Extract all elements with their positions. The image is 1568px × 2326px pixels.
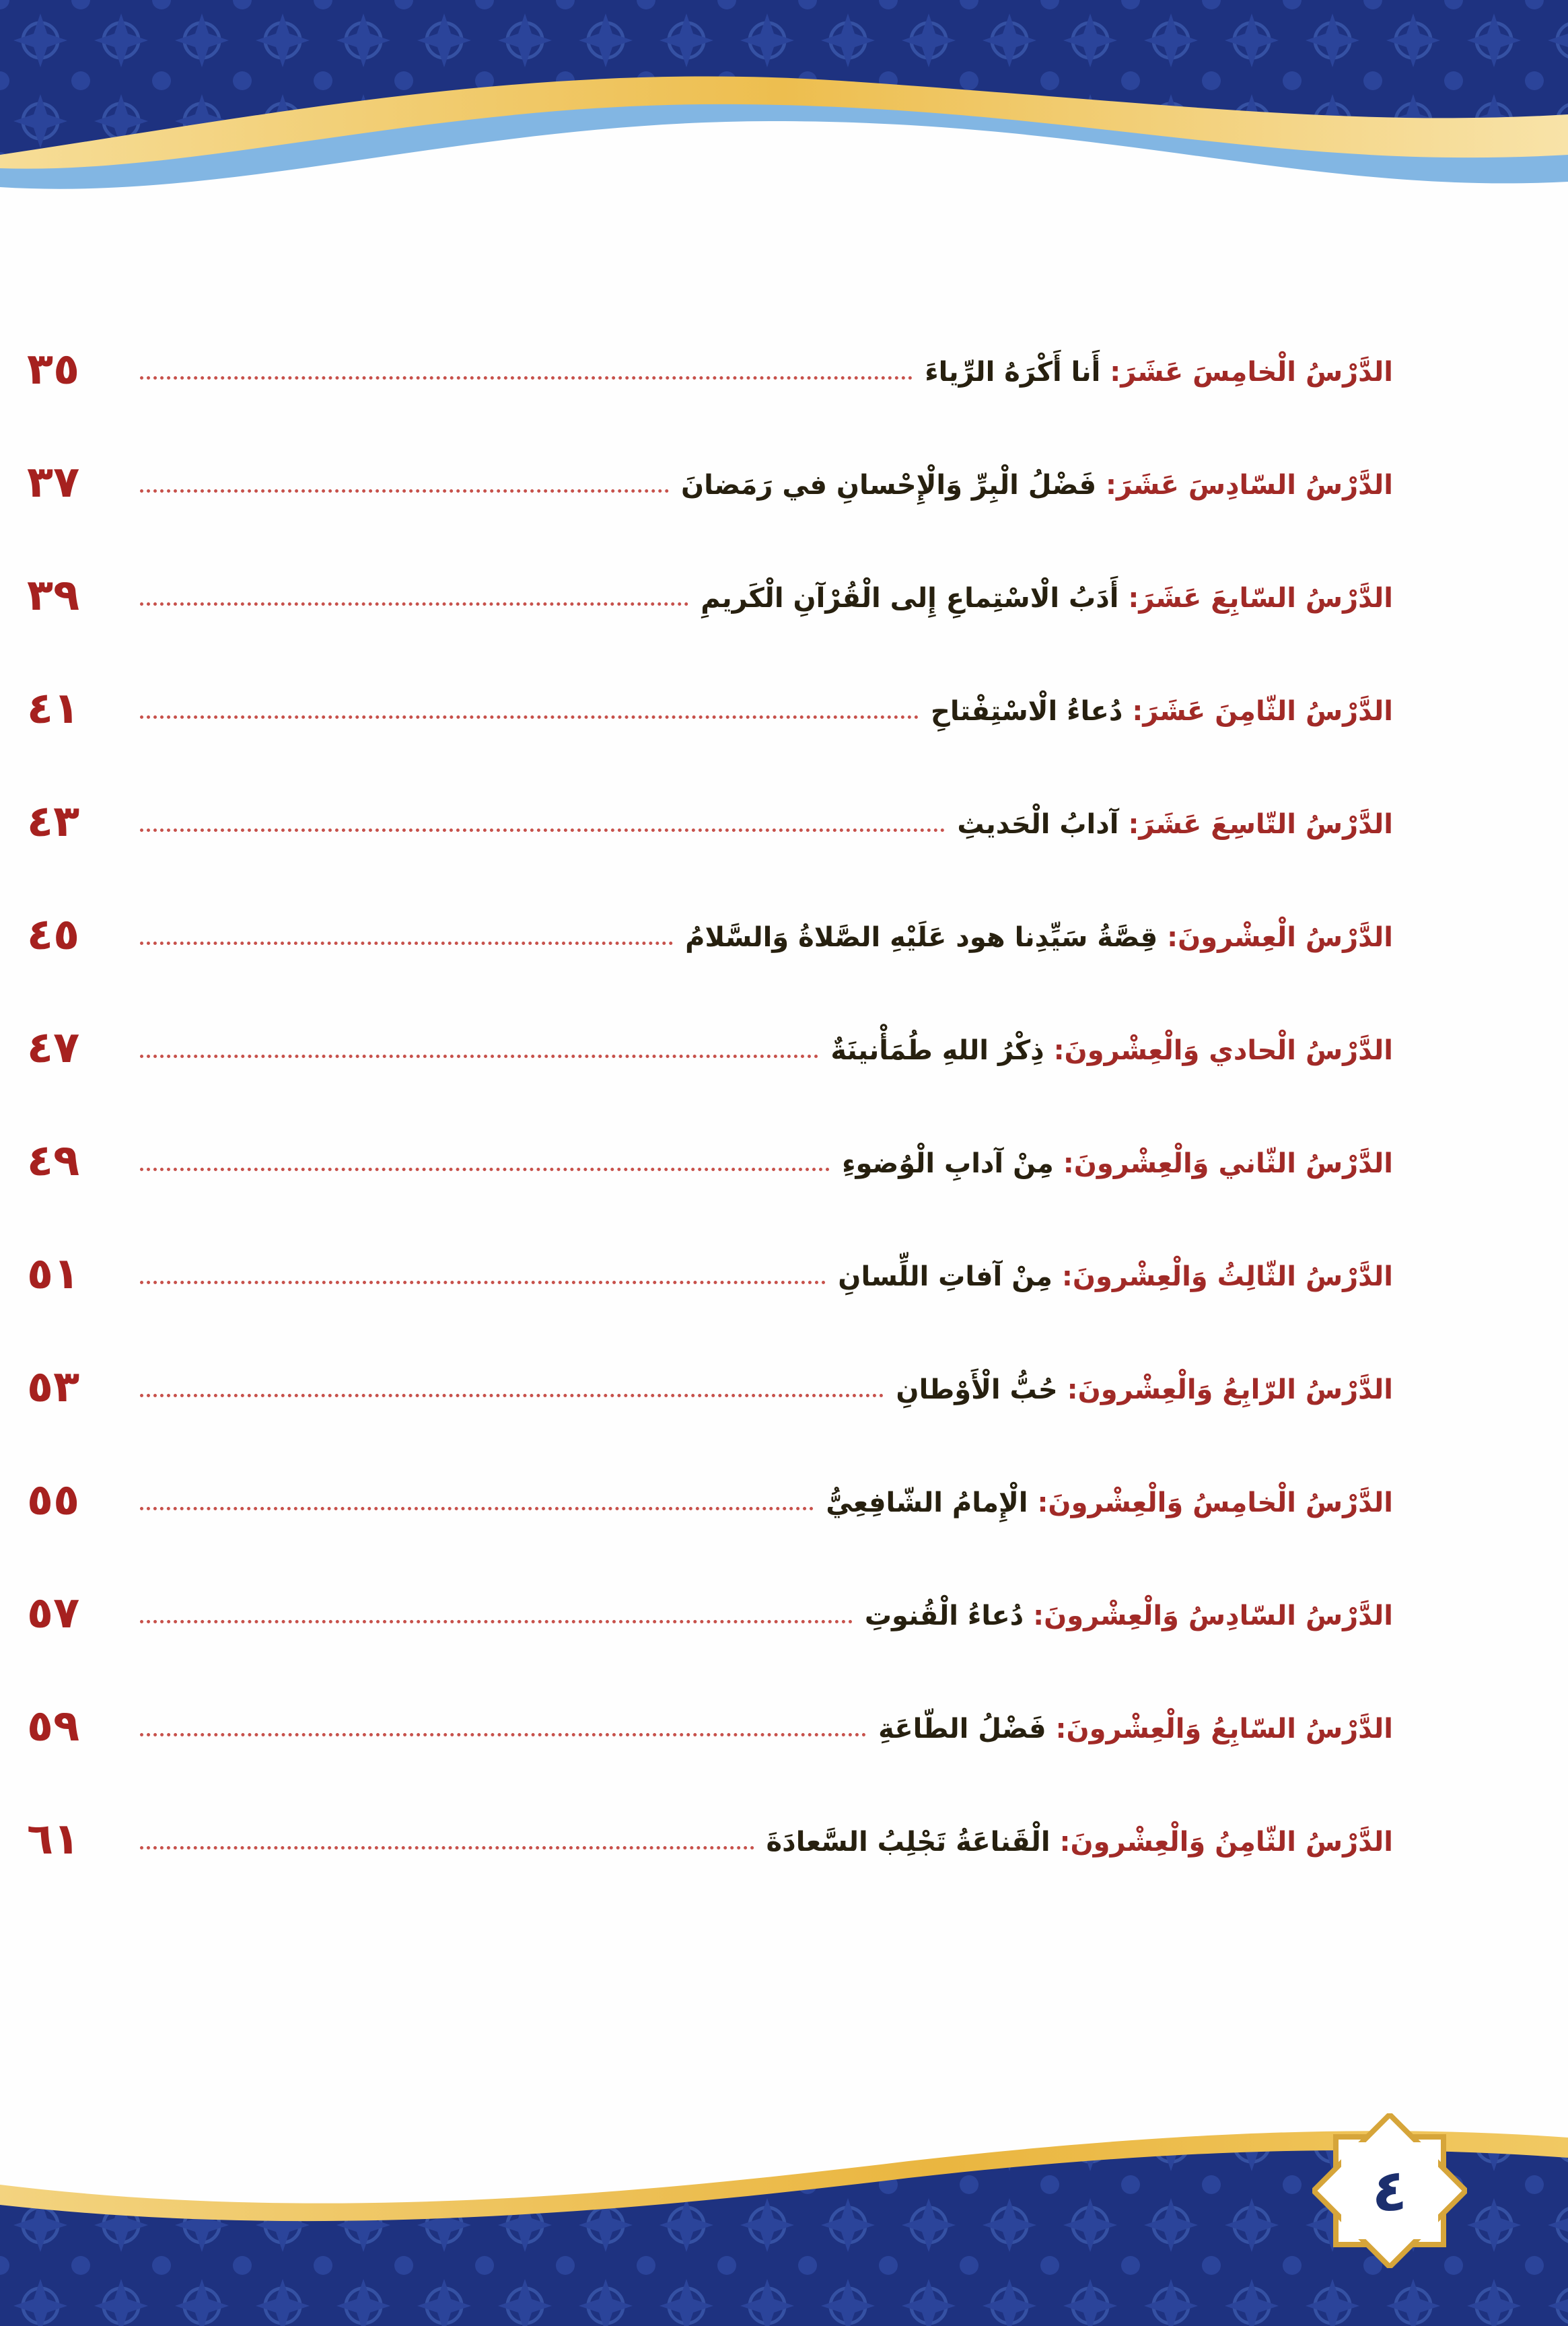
toc-lesson-topic: الْقَناعَةُ تَجْلِبُ السَّعادَةَ (766, 1827, 1050, 1858)
toc-row (27, 1526, 1393, 1640)
toc-lesson-topic: دُعاءُ الْقُنوتِ (864, 1600, 1024, 1631)
toc-row (27, 396, 1393, 509)
toc-page-number: ٤٥ (27, 910, 80, 960)
toc-row (27, 509, 1393, 622)
top-decorative-band (0, 0, 1568, 242)
toc-lesson-number: الدَّرْسُ السّادِسَ عَشَرَ: (1106, 470, 1393, 501)
toc-lesson-number: الدَّرْسُ الثّامِنَ عَشَرَ: (1132, 696, 1393, 727)
toc-page-number: ٤٩ (27, 1136, 80, 1186)
toc-entry-title (957, 809, 1393, 848)
toc-entry-title (826, 1487, 1393, 1526)
toc-entry-title (896, 1374, 1393, 1413)
toc-entry-title (931, 696, 1393, 735)
toc-page-number: ٣٥ (27, 345, 80, 394)
toc-dot-leader (140, 1394, 884, 1397)
toc-dot-leader (140, 829, 945, 832)
toc-dot-leader (140, 489, 669, 493)
toc-lesson-topic: دُعاءُ الْاسْتِفْتاحِ (931, 696, 1123, 727)
page-number: ٤ (1371, 2157, 1408, 2224)
toc-dot-leader (140, 1055, 818, 1058)
toc-entry-title (767, 1827, 1393, 1866)
toc-page-number: ٤٣ (27, 797, 80, 847)
toc-entry-title (701, 583, 1393, 622)
toc-row (27, 1187, 1393, 1300)
toc-lesson-topic: ذِكْرُ اللهِ طُمَأْنينَةٌ (830, 1035, 1044, 1066)
toc-lesson-topic: أَدَبُ الْاسْتِماعِ إِلى الْقُرْآنِ الْكَريمِ (701, 583, 1119, 614)
toc-row (27, 848, 1393, 961)
toc-row (27, 1753, 1393, 1866)
toc-page-number: ٥٩ (27, 1701, 80, 1751)
page-number-badge (1312, 2113, 1467, 2268)
toc-page-number: ٣٧ (27, 458, 80, 507)
toc-entry-title (925, 357, 1393, 396)
toc-page-number: ٥٣ (27, 1362, 80, 1412)
toc-lesson-topic: مِنْ آدابِ الْوُضوءِ (842, 1148, 1054, 1179)
toc-lesson-topic: فَضْلُ الطّاعَةِ (878, 1714, 1046, 1744)
toc-lesson-number: الدَّرْسُ الْخامِسَ عَشَرَ: (1110, 357, 1393, 388)
toc-lesson-number: الدَّرْسُ الْخامِسُ وَالْعِشْرونَ: (1037, 1487, 1393, 1518)
toc-row (27, 1640, 1393, 1753)
toc-lesson-number: الدَّرْسُ السّابِعُ وَالْعِشْرونَ: (1055, 1714, 1393, 1744)
toc-row (27, 735, 1393, 848)
toc-lesson-topic: آدابُ الْحَديثِ (957, 809, 1119, 840)
toc-page-number: ٥٥ (27, 1475, 80, 1525)
toc-entry-title (830, 1035, 1393, 1074)
toc-entry-title (865, 1600, 1393, 1640)
toc-dot-leader (140, 1168, 830, 1171)
toc-dot-leader (140, 942, 673, 945)
toc-page-number: ٦١ (27, 1814, 80, 1864)
toc-row (27, 283, 1393, 396)
toc-lesson-number: الدَّرْسُ الرّابِعُ وَالْعِشْرونَ: (1067, 1374, 1393, 1405)
toc-entry-title (842, 1148, 1393, 1187)
toc-lesson-topic: قِصَّةُ سَيِّدِنا هود عَلَيْهِ الصَّلاةُ وَالسَّلامُ (685, 922, 1158, 953)
toc-lesson-topic: مِنْ آفاتِ اللِّسانِ (838, 1261, 1053, 1292)
toc-row (27, 1413, 1393, 1526)
toc-page-number: ٥١ (27, 1249, 80, 1299)
toc-row (27, 1300, 1393, 1413)
toc-lesson-number: الدَّرْسُ الثّالِثُ وَالْعِشْرونَ: (1061, 1261, 1393, 1292)
toc-lesson-number: الدَّرْسُ السّابِعَ عَشَرَ: (1128, 583, 1393, 614)
toc-lesson-number: الدَّرْسُ الثّاني وَالْعِشْرونَ: (1063, 1148, 1393, 1179)
toc-dot-leader (140, 1733, 866, 1736)
toc-dot-leader (140, 1846, 754, 1849)
toc-page-number: ٤١ (27, 684, 80, 734)
toc-row (27, 622, 1393, 735)
toc-dot-leader (140, 715, 919, 719)
toc-row (27, 1074, 1393, 1187)
toc-page-number: ٤٧ (27, 1023, 80, 1073)
toc-lesson-topic: الْإِمامُ الشّافِعِيُّ (826, 1487, 1028, 1518)
toc-dot-leader (140, 1507, 814, 1510)
toc-entry-title (681, 470, 1393, 509)
toc-page-number: ٣٩ (27, 571, 80, 621)
toc-lesson-topic: فَضْلُ الْبِرِّ وَالْإِحْسانِ في رَمَضانَ (681, 470, 1097, 501)
toc-lesson-number: الدَّرْسُ الْحادي وَالْعِشْرونَ: (1053, 1035, 1393, 1066)
toc-lesson-number: الدَّرْسُ التّاسِعَ عَشَرَ: (1128, 809, 1393, 840)
toc-entry-title (838, 1261, 1393, 1300)
top-wave-graphic (0, 0, 1568, 242)
toc-dot-leader (140, 376, 913, 380)
toc-row (27, 961, 1393, 1074)
toc-dot-leader (140, 1620, 853, 1623)
toc-lesson-number: الدَّرْسُ السّادِسُ وَالْعِشْرونَ: (1033, 1600, 1393, 1631)
table-of-contents (27, 283, 1393, 1866)
toc-dot-leader (140, 1281, 826, 1284)
toc-lesson-number: الدَّرْسُ الْعِشْرونَ: (1167, 922, 1393, 953)
toc-entry-title (878, 1714, 1393, 1753)
toc-lesson-number: الدَّرْسُ الثّامِنُ وَالْعِشْرونَ: (1059, 1827, 1393, 1858)
toc-dot-leader (140, 602, 688, 606)
toc-entry-title (685, 922, 1393, 961)
toc-lesson-topic: أَنا أَكْرَهُ الرِّياءَ (925, 357, 1101, 388)
toc-lesson-topic: حُبُّ الْأَوْطانِ (896, 1374, 1058, 1405)
toc-page-number: ٥٧ (27, 1588, 80, 1638)
